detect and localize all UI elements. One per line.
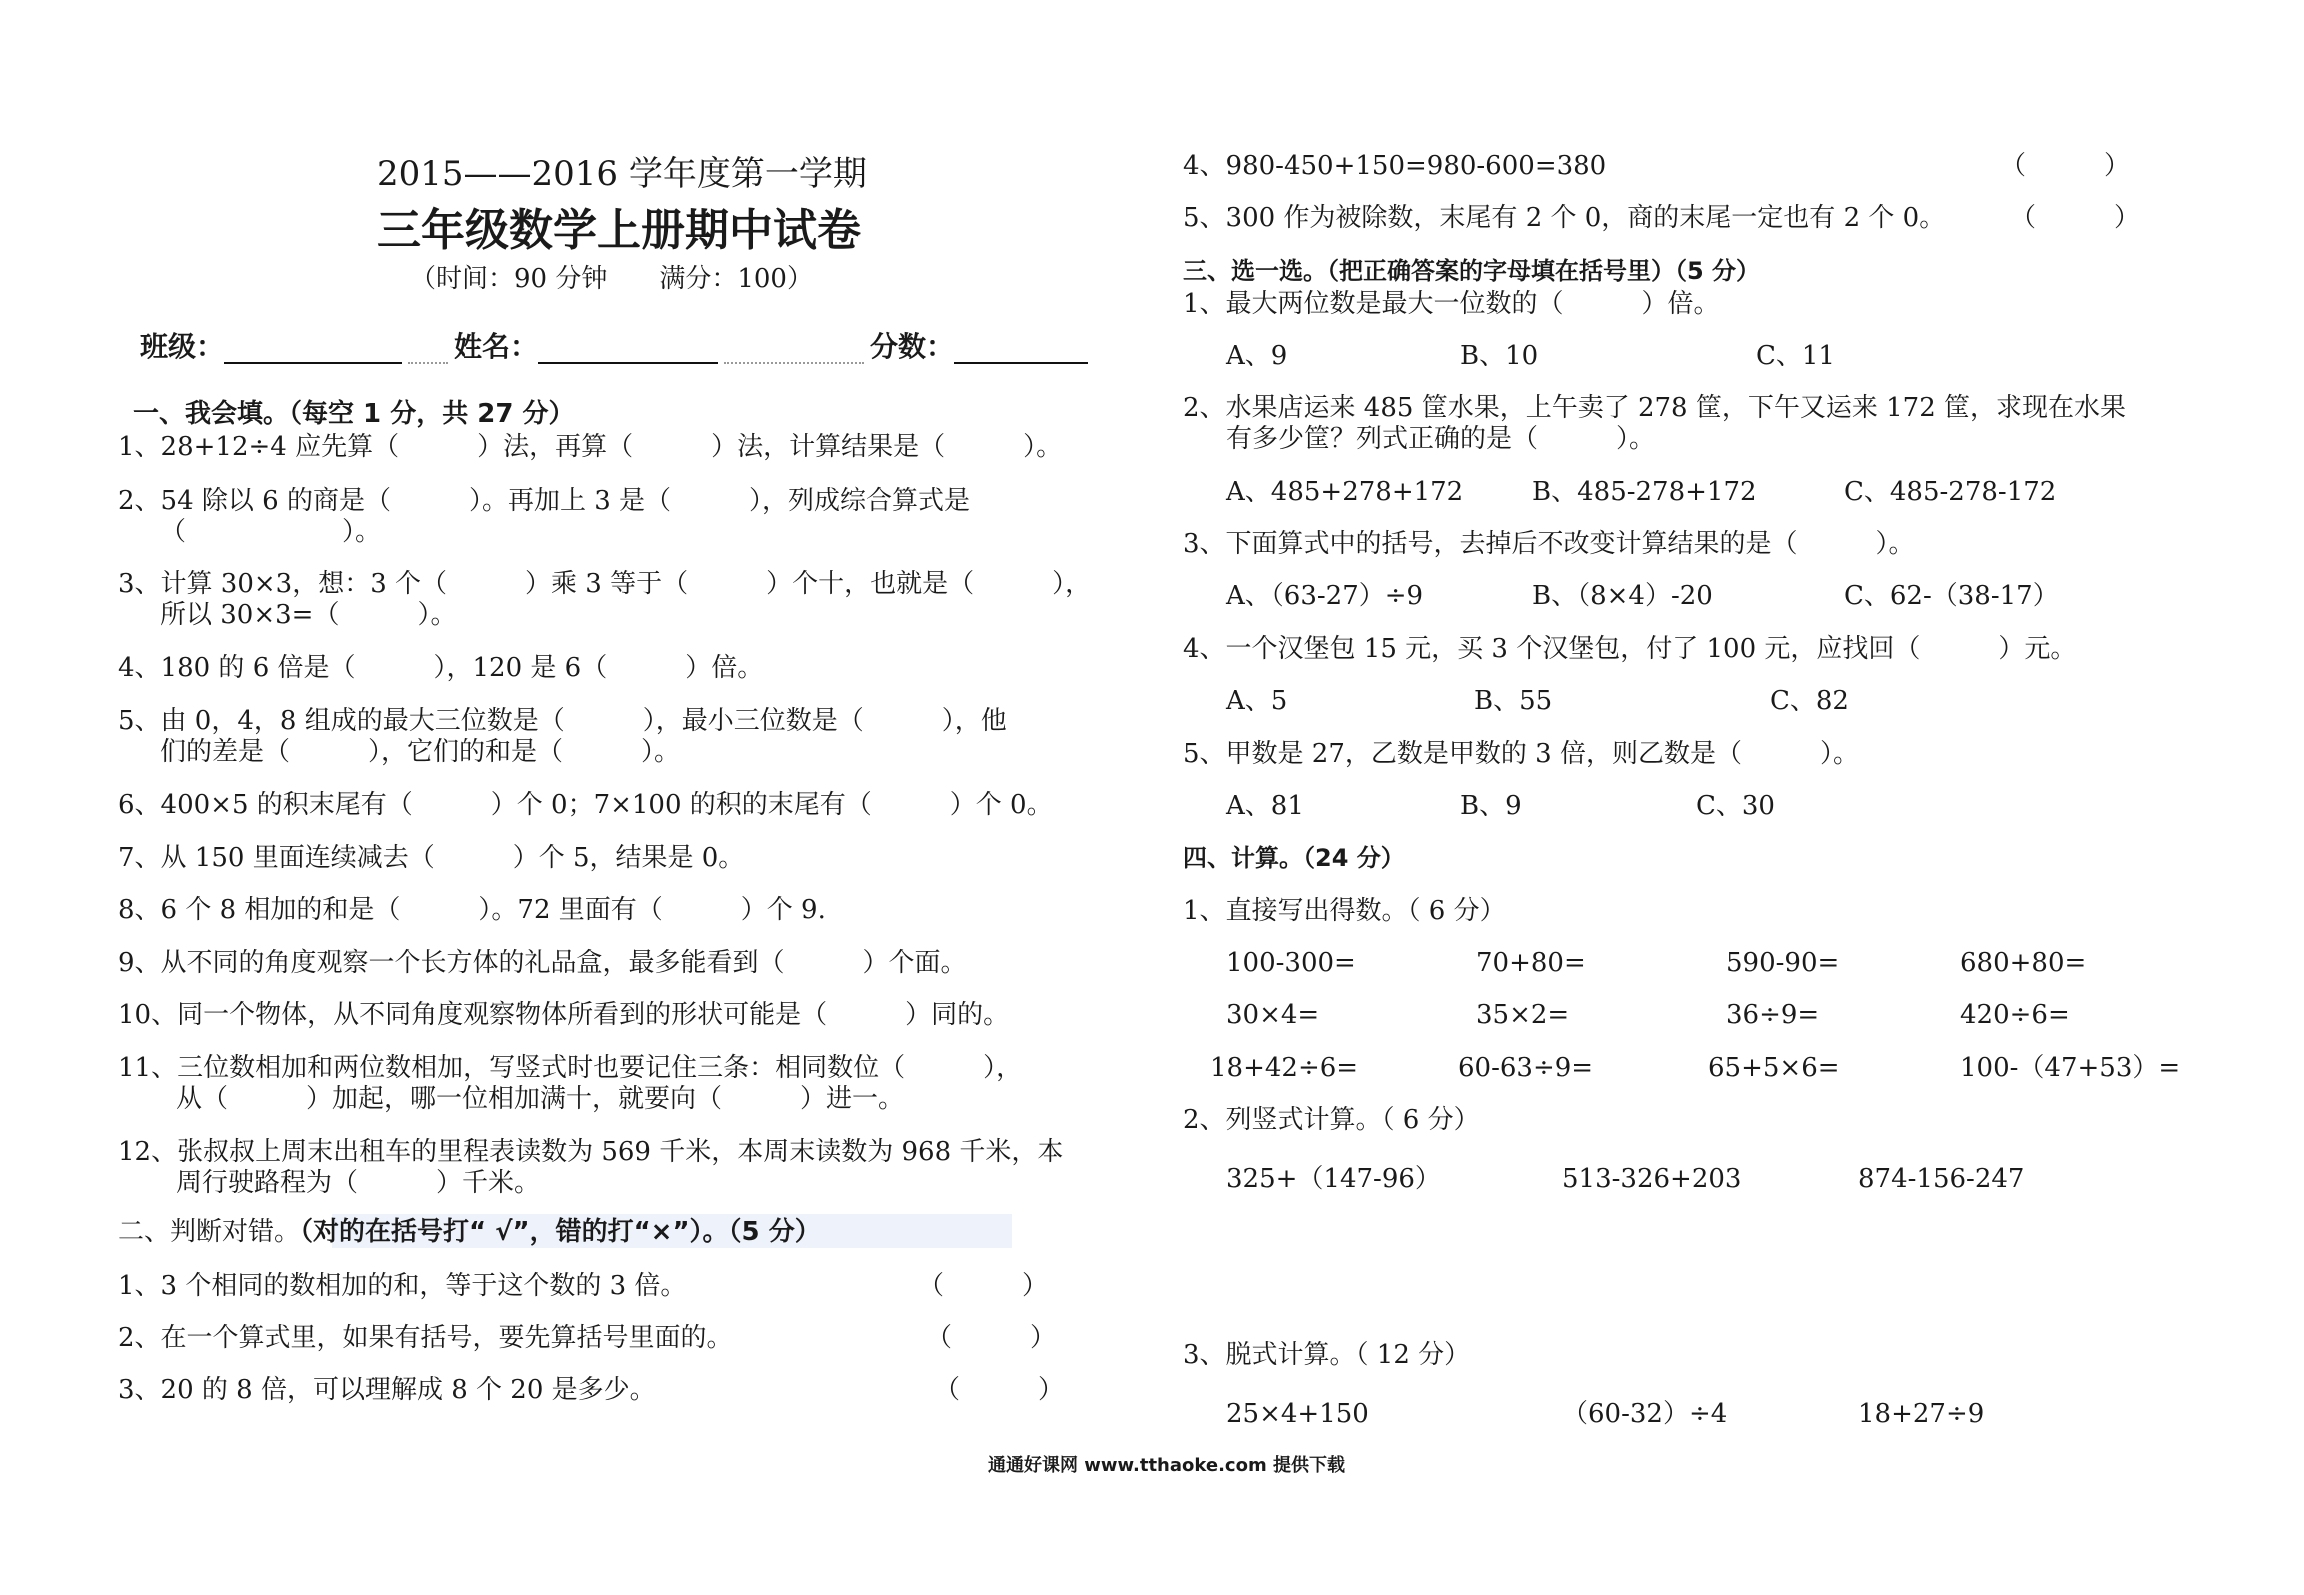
- s3-q2-opt-c[interactable]: C、485-278-172: [1844, 477, 2057, 507]
- s3-q4-opt-c[interactable]: C、82: [1770, 686, 1849, 716]
- s3-q5-opt-c[interactable]: C、30: [1696, 791, 1775, 821]
- s3-q1-opt-b[interactable]: B、10: [1460, 341, 1539, 371]
- s3-q5-opt-a[interactable]: A、81: [1226, 791, 1304, 821]
- s4-calc-r2c3: 36÷9=: [1726, 1000, 1820, 1030]
- s4-part3-title: 3、脱式计算。（ 12 分）: [1183, 1340, 1471, 1370]
- s3-q2-opt-a[interactable]: A、485+278+172: [1226, 477, 1464, 507]
- s3-q3-opt-a[interactable]: A、（63-27）÷9: [1226, 581, 1424, 611]
- s1-q9: 9、从不同的角度观察一个长方体的礼品盒，最多能看到（ ）个面。: [118, 948, 967, 978]
- s1-q11-cont: 从（ ）加起，哪一位相加满十，就要向（ ）进一。: [176, 1084, 905, 1114]
- class-label: 班级：: [140, 330, 225, 363]
- divider-dots: [408, 342, 448, 364]
- name-field[interactable]: [538, 334, 718, 364]
- s3-q3: 3、下面算式中的括号，去掉后不改变计算结果的是（ ）。: [1183, 529, 1915, 559]
- divider-dots: [724, 342, 864, 364]
- s2-q4-paren[interactable]: （ ）: [2000, 151, 2131, 181]
- s3-q1: 1、最大两位数是最大一位数的（ ）倍。: [1183, 289, 1720, 319]
- s1-q2: 2、54 除以 6 的商是（ ）。再加上 3 是（ ），列成综合算式是: [118, 486, 971, 516]
- name-label: 姓名：: [454, 330, 539, 363]
- s4-calc-r2c4: 420÷6=: [1960, 1000, 2070, 1030]
- s3-q4-opt-b[interactable]: B、55: [1474, 686, 1553, 716]
- s4-calc-r1c2: 70+80=: [1476, 948, 1586, 978]
- s1-q12-cont: 周行驶路程为（ ）千米。: [176, 1168, 541, 1198]
- s4-stepwise-1: 25×4+150: [1226, 1399, 1369, 1429]
- section2-title-plain: 二、判断对错。: [118, 1217, 301, 1247]
- section2-title: [118, 1216, 821, 1248]
- s4-calc-r1c4: 680+80=: [1960, 948, 2087, 978]
- s3-q1-opt-c[interactable]: C、11: [1756, 341, 1835, 371]
- s1-q7: 7、从 150 里面连续减去（ ）个 5，结果是 0。: [118, 843, 745, 873]
- exam-title: 三年级数学上册期中试卷: [377, 205, 861, 256]
- section2-title-bold: （对的在括号打“ √”，错的打“×”）。（5 分）: [300, 1217, 821, 1247]
- s3-q3-opt-c[interactable]: C、62-（38-17）: [1844, 581, 2059, 611]
- s2-q1: 1、3 个相同的数相加的和，等于这个数的 3 倍。: [118, 1271, 687, 1301]
- s4-calc-r3c1: 18+42÷6=: [1210, 1053, 1359, 1083]
- s3-q5-opt-b[interactable]: B、9: [1460, 791, 1522, 821]
- section3-title: 三、选一选。（把正确答案的字母填在括号里）（5 分）: [1183, 257, 1761, 285]
- s3-q4-opt-a[interactable]: A、5: [1226, 686, 1288, 716]
- s3-q2: 2、水果店运来 485 筐水果，上午卖了 278 筐，下午又运来 172 筐，求现在水果: [1183, 393, 2127, 423]
- section1-title: 一、我会填。（每空 1 分，共 27 分）: [133, 399, 575, 429]
- s3-q3-opt-b[interactable]: B、（8×4）-20: [1532, 581, 1713, 611]
- s4-calc-r1c3: 590-90=: [1726, 948, 1840, 978]
- s1-q3: 3、计算 30×3，想：3 个（ ）乘 3 等于（ ）个十，也就是（ ），: [118, 569, 1092, 599]
- s4-stepwise-3: 18+27÷9: [1858, 1399, 1985, 1429]
- s4-part2-title: 2、列竖式计算。（ 6 分）: [1183, 1105, 1480, 1135]
- s1-q6: 6、400×5 的积末尾有（ ）个 0；7×100 的积的末尾有（ ）个 0。: [118, 790, 1053, 820]
- s4-vertical-1: 325+（147-96）: [1226, 1164, 1441, 1194]
- s2-q2: 2、在一个算式里，如果有括号，要先算括号里面的。: [118, 1323, 733, 1353]
- s2-q4: 4、980-450+150=980-600=380: [1183, 151, 1607, 181]
- student-info: [140, 330, 1088, 364]
- s3-q2-cont: 有多少筐？列式正确的是（ ）。: [1226, 424, 1656, 454]
- s1-q5: 5、由 0，4，8 组成的最大三位数是（ ），最小三位数是（ ），他: [118, 706, 1007, 736]
- s1-q1: 1、28+12÷4 应先算（ ）法，再算（ ）法，计算结果是（ ）。: [118, 432, 1063, 462]
- s1-q10: 10、同一个物体，从不同角度观察物体所看到的形状可能是（ ）同的。: [118, 1000, 1010, 1030]
- s1-q8: 8、6 个 8 相加的和是（ ）。72 里面有（ ）个 9.: [118, 895, 826, 925]
- s4-calc-r1c1: 100-300=: [1226, 948, 1356, 978]
- class-field[interactable]: [224, 334, 402, 364]
- s3-q2-opt-b[interactable]: B、485-278+172: [1532, 477, 1757, 507]
- footer-credit: 通通好课网 www.tthaoke.com 提供下载: [988, 1455, 1345, 1476]
- exam-meta: （时间：90 分钟 满分：100）: [410, 264, 813, 294]
- school-year: 2015——2016 学年度第一学期: [377, 154, 867, 194]
- s1-q12: 12、张叔叔上周末出租车的里程表读数为 569 千米，本周末读数为 968 千米，本: [118, 1137, 1064, 1167]
- s4-calc-r3c4: 100-（47+53）=: [1960, 1053, 2181, 1083]
- score-field[interactable]: [954, 334, 1088, 364]
- s3-q4: 4、一个汉堡包 15 元，买 3 个汉堡包，付了 100 元，应找回（ ）元。: [1183, 634, 2077, 664]
- s2-q1-paren[interactable]: （ ）: [918, 1271, 1049, 1301]
- s4-calc-r2c1: 30×4=: [1226, 1000, 1320, 1030]
- s1-q3-cont: 所以 30×3=（ ）。: [160, 600, 457, 630]
- s2-q2-paren[interactable]: （ ）: [926, 1323, 1057, 1353]
- s3-q1-opt-a[interactable]: A、9: [1226, 341, 1288, 371]
- s4-stepwise-2: （60-32）÷4: [1562, 1399, 1728, 1429]
- s4-calc-r3c3: 65+5×6=: [1708, 1053, 1840, 1083]
- s2-q5-paren[interactable]: （ ）: [2010, 203, 2141, 233]
- score-label: 分数：: [870, 330, 955, 363]
- s4-calc-r3c2: 60-63÷9=: [1458, 1053, 1594, 1083]
- s3-q5: 5、甲数是 27，乙数是甲数的 3 倍，则乙数是（ ）。: [1183, 739, 1859, 769]
- section4-title: 四、计算。（24 分）: [1183, 844, 1405, 872]
- s2-q5: 5、300 作为被除数，末尾有 2 个 0，商的末尾一定也有 2 个 0。: [1183, 203, 1946, 233]
- s1-q2-cont: （ ）。: [160, 517, 382, 547]
- s4-calc-r2c2: 35×2=: [1476, 1000, 1570, 1030]
- s1-q5-cont: 们的差是（ ），它们的和是（ ）。: [160, 737, 681, 767]
- s4-vertical-2: 513-326+203: [1562, 1164, 1742, 1194]
- s4-part1-title: 1、直接写出得数。（ 6 分）: [1183, 896, 1506, 926]
- s1-q11: 11、三位数相加和两位数相加，写竖式时也要记住三条：相同数位（ ），: [118, 1053, 1023, 1083]
- s2-q3-paren[interactable]: （ ）: [934, 1375, 1065, 1405]
- s2-q3: 3、20 的 8 倍，可以理解成 8 个 20 是多少。: [118, 1375, 656, 1405]
- s1-q4: 4、180 的 6 倍是（ ），120 是 6（ ）倍。: [118, 653, 764, 683]
- s4-vertical-3: 874-156-247: [1858, 1164, 2025, 1194]
